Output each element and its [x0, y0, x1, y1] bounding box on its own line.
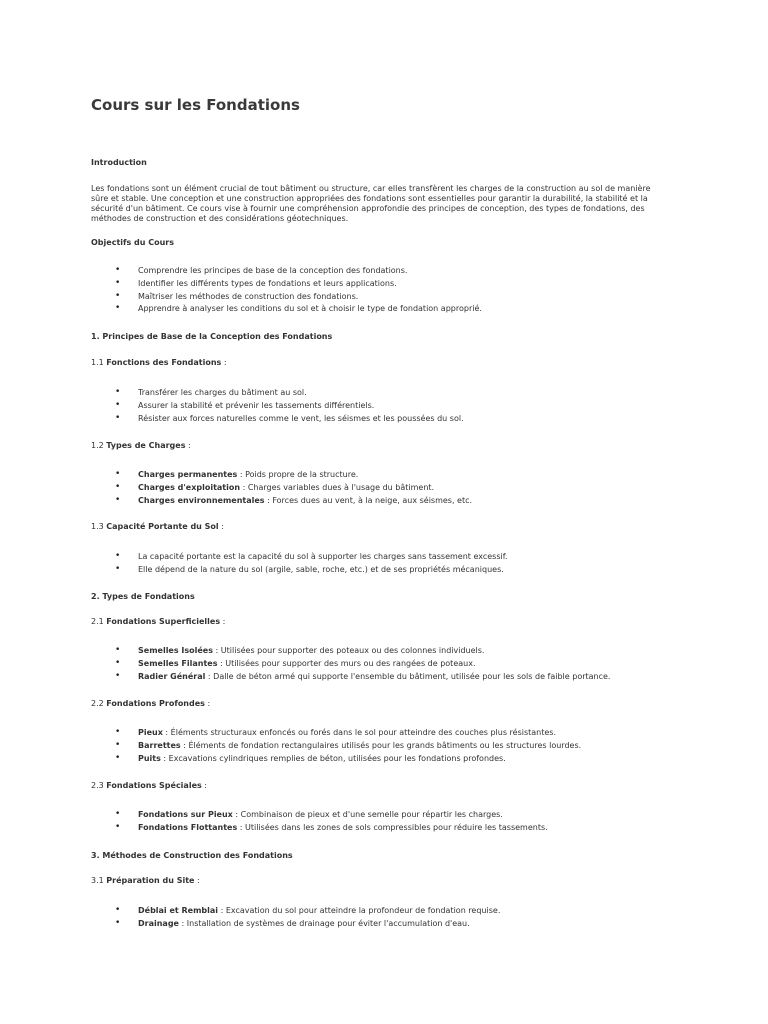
objectives-heading: Objectifs du Cours [91, 238, 175, 247]
section-1-3-list [91, 551, 671, 577]
list-item: • Identifier les différents types de fondations et leurs applications. [115, 277, 397, 288]
bullet-icon: • [115, 917, 121, 928]
list-item: • Radier Général : Dalle de béton armé qui supporte l'ensemble du bâtiment, utilisée pour les sols de faible portance. [115, 670, 611, 681]
list-item: • Déblai et Remblai : Excavation du sol pour atteindre la profondeur de fondation requise. [115, 905, 501, 915]
bullet-icon: • [115, 739, 121, 750]
section-1-heading: 1. Principes de Base de la Conception des Fondations [91, 332, 333, 341]
bullet-icon: • [115, 657, 121, 668]
list-item: • Semelles Isolées : Utilisées pour supporter des poteaux ou des colonnes individuels. [115, 645, 485, 655]
bullet-icon: • [115, 412, 121, 423]
bullet-icon: • [115, 303, 121, 314]
list-item: • Elle dépend de la nature du sol (argile, sable, roche, etc.) et de ses propriétés mécaniques. [115, 563, 504, 574]
section-2-3-list [91, 809, 671, 835]
bullet-icon: • [115, 563, 121, 574]
list-item: • Pieux : Éléments structuraux enfoncés ou forés dans le sol pour atteindre des couches plus résistantes. [115, 727, 557, 737]
bullet-icon: • [115, 387, 121, 397]
list-item: • Puits : Excavations cylindriques remplies de béton, utilisées pour les fondations profondes. [115, 752, 506, 763]
section-1-1-list [91, 387, 671, 425]
section-2-2-list [91, 727, 671, 765]
list-item: • Charges permanentes : Poids propre de la structure. [115, 469, 359, 479]
list-item: • Drainage : Installation de systèmes de drainage pour éviter l'accumulation d'eau. [115, 917, 470, 928]
list-item: • Fondations sur Pieux : Combinaison de pieux et d'une semelle pour répartir les charges. [115, 809, 503, 819]
bullet-icon: • [115, 809, 121, 819]
list-item: • Semelles Filantes : Utilisées pour supporter des murs ou des rangées de poteaux. [115, 657, 476, 668]
section-3-1-list [91, 905, 671, 931]
bullet-icon: • [115, 481, 121, 492]
bullet-icon: • [115, 670, 121, 681]
section-3-1-heading: 3.1 Préparation du Site : [91, 876, 200, 885]
bullet-icon: • [115, 905, 121, 915]
bullet-icon: • [115, 551, 121, 561]
bullet-icon: • [115, 727, 121, 737]
objectives-list [91, 265, 671, 316]
list-item: • Fondations Flottantes : Utilisées dans les zones de sols compressibles pour réduire les tassements. [115, 821, 548, 832]
bullet-icon: • [115, 469, 121, 479]
section-2-1-list [91, 645, 671, 683]
bullet-icon: • [115, 645, 121, 655]
list-item: • Transférer les charges du bâtiment au sol. [115, 387, 307, 397]
list-item: • Maîtriser les méthodes de construction des fondations. [115, 290, 359, 301]
list-item: • Charges d'exploitation : Charges variables dues à l'usage du bâtiment. [115, 481, 435, 492]
list-item: • Comprendre les principes de base de la conception des fondations. [115, 265, 408, 275]
list-item: • Charges environnementales : Forces dues au vent, à la neige, aux séismes, etc. [115, 494, 473, 505]
section-3-heading: 3. Méthodes de Construction des Fondations [91, 851, 293, 860]
bullet-icon: • [115, 399, 121, 410]
bullet-icon: • [115, 277, 121, 288]
section-1-3-heading: 1.3 Capacité Portante du Sol : [91, 522, 224, 531]
section-2-heading: 2. Types de Fondations [91, 592, 195, 601]
page-title: Cours sur les Fondations [91, 96, 300, 114]
list-item: • Résister aux forces naturelles comme le vent, les séismes et les poussées du sol. [115, 412, 464, 423]
intro-paragraph: Les fondations sont un élément crucial de tout bâtiment ou structure, car elles transfèrent les charges de la construction au sol de manière sûre et stable. Une conception et une construction appropriées des fondations sont essentielles pour garantir la durabilité, la stabilité et la sécurité d'un bâtiment. Ce cours vise à fournir une compréhension approfondie des principes de conception, des types de fondations, des méthodes de construction et des considérations géotechniques. [91, 184, 651, 223]
list-item: • Barrettes : Éléments de fondation rectangulaires utilisés pour les grands bâtiments ou les structures lourdes. [115, 739, 582, 750]
section-2-1-heading: 2.1 Fondations Superficielles : [91, 617, 226, 626]
bullet-icon: • [115, 290, 121, 301]
bullet-icon: • [115, 752, 121, 763]
section-1-2-list [91, 469, 671, 507]
list-item: • La capacité portante est la capacité du sol à supporter les charges sans tassement excessif. [115, 551, 508, 561]
bullet-icon: • [115, 265, 121, 275]
list-item: • Apprendre à analyser les conditions du sol et à choisir le type de fondation approprié. [115, 303, 482, 314]
section-2-2-heading: 2.2 Fondations Profondes : [91, 699, 211, 708]
section-1-1-heading: 1.1 Fonctions des Fondations : [91, 358, 227, 367]
bullet-icon: • [115, 821, 121, 832]
list-item: • Assurer la stabilité et prévenir les tassements différentiels. [115, 399, 375, 410]
intro-heading: Introduction [91, 158, 147, 167]
section-2-3-heading: 2.3 Fondations Spéciales : [91, 781, 208, 790]
bullet-icon: • [115, 494, 121, 505]
section-1-2-heading: 1.2 Types de Charges : [91, 441, 191, 450]
